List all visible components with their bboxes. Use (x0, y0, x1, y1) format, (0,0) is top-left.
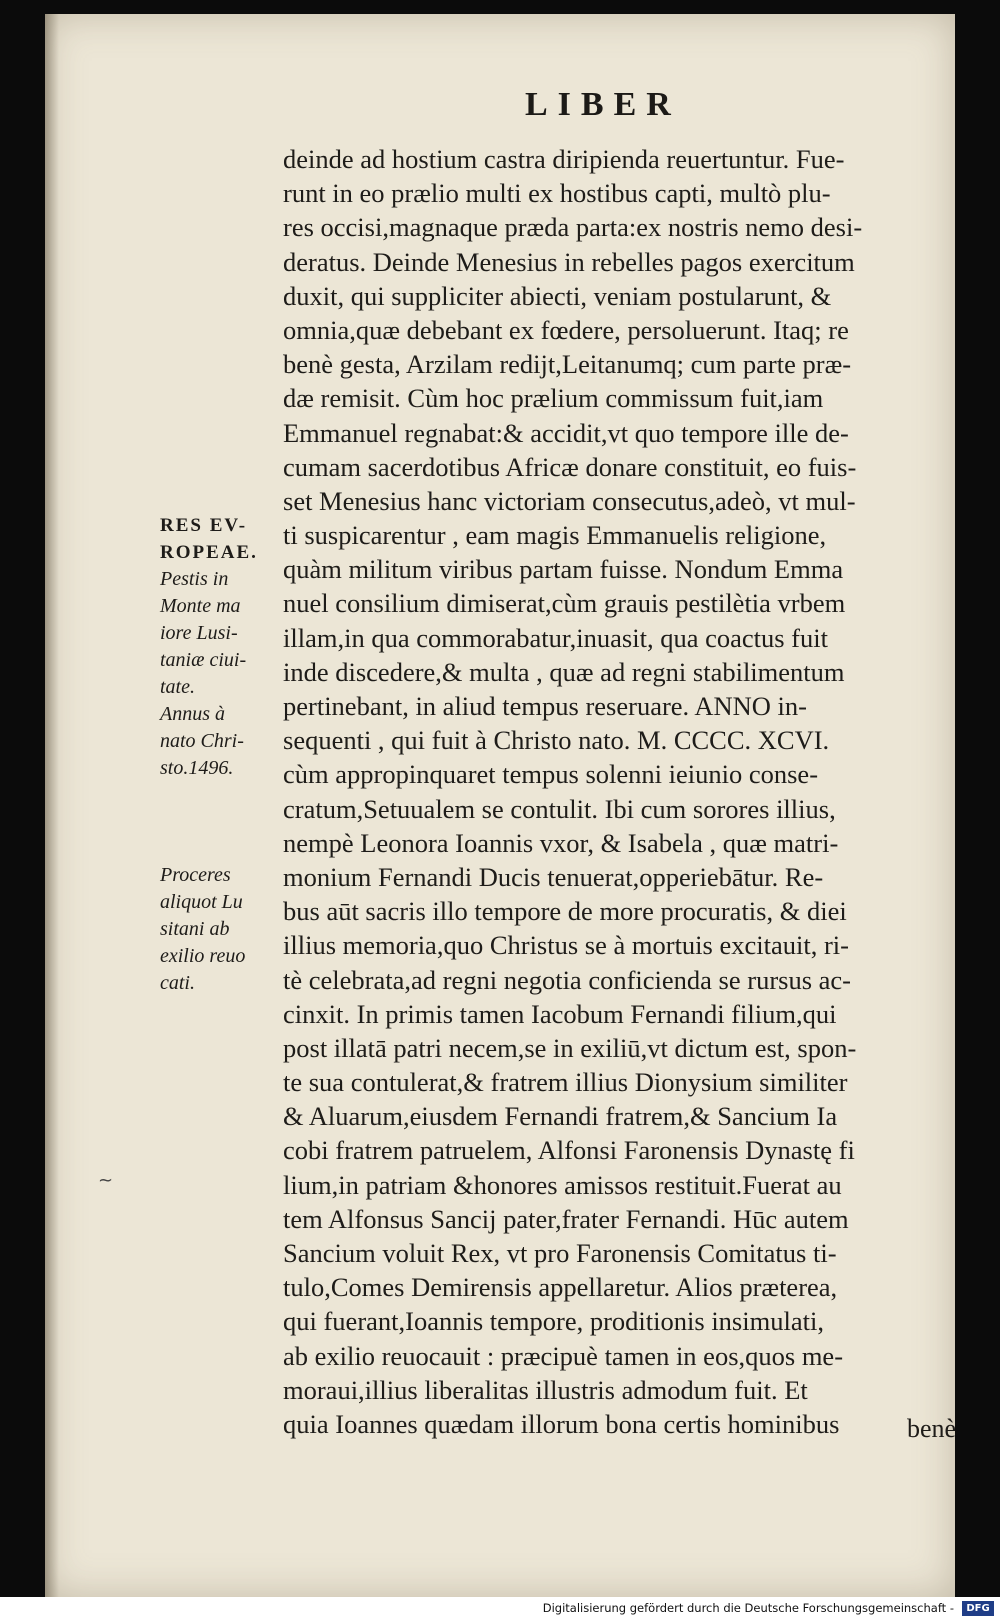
margin-note-line: cati. (160, 972, 195, 994)
margin-note-line: aliquot Lu (160, 891, 243, 913)
catchword: benè (907, 1414, 957, 1443)
margin-note-nobles-recalled (160, 862, 245, 997)
book-page (45, 14, 955, 1597)
text-line: qui fuerant,Ioannis tempore, proditionis insimulati, (283, 1306, 824, 1337)
text-line: monium Fernandi Ducis tenuerat,opperiebātur. Re- (283, 861, 824, 892)
text-line: ti suspicarentur , eam magis Emmanuelis religione, (283, 520, 827, 551)
text-line: bus aūt sacris illo tempore de more procuratis, & diei (283, 896, 847, 927)
text-line: Emmanuel regnabat:& accidit,vt quo tempore ille de- (283, 417, 849, 448)
margin-note-line: Proceres (160, 864, 231, 886)
gutter-shadow (45, 14, 59, 1597)
text-line: illius memoria,quo Christus se à mortuis excitauit, ri- (283, 930, 849, 961)
running-head: LIBER (525, 86, 681, 123)
text-line: lium,in patriam &honores amissos restituit.Fuerat au (283, 1169, 842, 1200)
text-line: tem Alfonsus Sancij pater,frater Fernandi. Hūc autem (283, 1203, 849, 1234)
text-line: & Aluarum,eiusdem Fernandi fratrem,& Sancium Ia (283, 1101, 838, 1132)
text-line: dæ remisit. Cùm hoc prælium commissum fuit,iam (283, 383, 824, 414)
text-line: moraui,illius liberalitas illustris admodum fuit. Et (283, 1374, 808, 1405)
text-line: Sancium voluit Rex, vt pro Faronensis Comitatus ti- (283, 1238, 837, 1268)
margin-note-line: tate. (160, 676, 195, 698)
margin-note-line: iore Lusi- (160, 622, 238, 644)
margin-note-line: sitani ab (160, 918, 230, 940)
margin-mark-icon: ~ (98, 1170, 114, 1191)
text-line: duxit, qui suppliciter abiecti, veniam postularunt, & (283, 280, 832, 311)
margin-note-line: Pestis in (160, 568, 229, 590)
text-line: cobi fratrem patruelem, Alfonsi Faronensis Dynastę fi (283, 1135, 855, 1166)
margin-note-line: Annus à (160, 703, 225, 725)
margin-note-line: sto.1496. (160, 757, 234, 779)
body-text (283, 142, 1000, 1441)
dfg-logo: DFG (962, 1601, 994, 1616)
text-line: deinde ad hostium castra diripienda reuertuntur. Fue- (283, 144, 845, 174)
text-line: nempè Leonora Ioannis vxor, & Isabela , quæ matri- (283, 827, 839, 858)
margin-note-line: exilio reuo (160, 945, 246, 967)
text-line: post illatā patri necem,se in exiliū,vt dictum est, spon- (283, 1032, 857, 1063)
text-line: cinxit. In primis tamen Iacobum Fernandi filium,qui (283, 998, 837, 1029)
margin-note-pestilence (160, 512, 258, 782)
text-line: ab exilio reuocauit : præcipuè tamen in eos,quos me- (283, 1340, 844, 1371)
text-line: pertinebant, in aliud tempus reseruare. ANNO in- (283, 691, 807, 721)
text-line: benè gesta, Arzilam redijt,Leitanumq; cum parte præ- (283, 349, 852, 380)
text-line: te sua contulerat,& fratrem illius Dionysium similiter (283, 1067, 848, 1098)
text-line: deratus. Deinde Menesius in rebelles pagos exercitum (283, 246, 855, 277)
text-line: runt in eo prælio multi ex hostibus capti, multò plu- (283, 178, 831, 209)
text-line: res occisi,magnaque præda parta:ex nostris nemo desi- (283, 212, 863, 243)
text-line: inde discedere,& multa , quæ ad regni stabilimentum (283, 656, 845, 687)
margin-note-line: taniæ ciui- (160, 649, 247, 671)
text-line: nuel consilium dimiserat,cùm grauis pestilètia vrbem (283, 588, 846, 619)
text-line: tè celebrata,ad regni negotia conficienda se rursus ac- (283, 964, 851, 995)
margin-note-line: RES EV- (160, 515, 248, 536)
text-line: cumam sacerdotibus Africæ donare constituit, eo fuis- (283, 451, 857, 482)
text-line: tulo,Comes Demirensis appellaretur. Alios præterea, (283, 1272, 838, 1303)
margin-note-line: ROPEAE. (160, 542, 258, 563)
text-line: omnia,quæ debebant ex fœdere, persoluerunt. Itaq; re (283, 314, 849, 345)
text-line: cùm appropinquaret tempus solenni ieiunio conse- (283, 759, 819, 790)
margin-note-line: nato Chri- (160, 730, 244, 752)
text-line: sequenti , qui fuit à Christo nato. M. CCCC. XCVI. (283, 725, 830, 756)
digitization-footer (0, 1597, 1000, 1621)
text-line: quia Ioannes quædam illorum bona certis hominibus (283, 1408, 840, 1439)
text-line: set Menesius hanc victoriam consecutus,adeò, vt mul- (283, 485, 856, 516)
text-line: cratum,Setuualem se contulit. Ibi cum sorores illius, (283, 793, 836, 824)
margin-note-line: Monte ma (160, 595, 241, 617)
footer-credit: Digitalisierung gefördert durch die Deutsche Forschungsgemeinschaft - (542, 1601, 954, 1615)
text-line: quàm militum viribus partam fuisse. Nondum Emma (283, 554, 844, 585)
text-line: illam,in qua commorabatur,inuasit, qua coactus fuit (283, 622, 828, 653)
